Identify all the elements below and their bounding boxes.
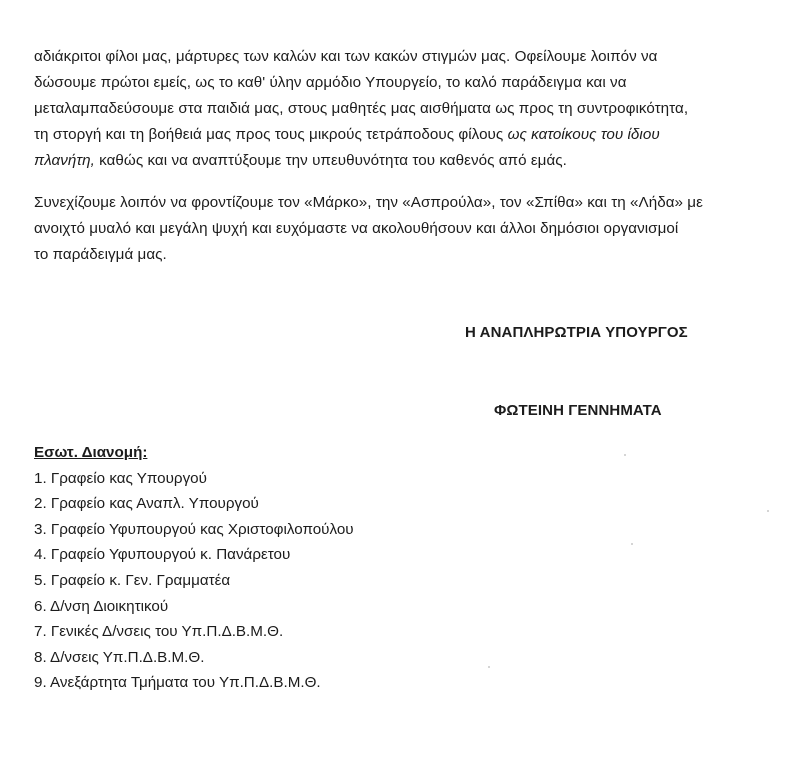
body-paragraph-2: [34, 190, 774, 268]
paragraph-text: καθώς και να αναπτύξουμε την υπευθυνότητα του καθενός από εμάς.: [94, 152, 567, 169]
paragraph-line: δώσουμε πρώτοι εμείς, ως το καθ' ύλην αρμόδιο Υπουργείο, το καλό παράδειγμα και να: [34, 74, 627, 91]
signatory-title: Η ΑΝΑΠΛΗΡΩΤΡΙΑ ΥΠΟΥΡΓΟΣ: [465, 324, 688, 341]
distribution-item: 4. Γραφείο Υφυπουργού κ. Πανάρετου: [34, 546, 291, 564]
distribution-item: 5. Γραφείο κ. Γεν. Γραμματέα: [34, 571, 231, 589]
distribution-item: 6. Δ/νση Διοικητικού: [34, 597, 169, 615]
distribution-items: [34, 466, 354, 696]
paragraph-line: ανοιχτό μυαλό και μεγάλη ψυχή και ευχόμαστε να ακολουθήσουν και άλλοι δημόσιοι οργανισμοί: [34, 220, 679, 237]
paragraph-line: [34, 148, 774, 174]
paragraph-italic-text: πλανήτη,: [34, 152, 95, 169]
paragraph-line: μεταλαμπαδεύσουμε στα παιδιά μας, στους μαθητές μας αισθήματα ως προς τη συντροφικότητα,: [34, 100, 689, 117]
paragraph-italic-text: ως κατοίκους του ίδιου: [507, 126, 660, 143]
paragraph-line: το παράδειγμά μας.: [34, 246, 167, 263]
distribution-item: 7. Γενικές Δ/νσεις του Υπ.Π.Δ.Β.Μ.Θ.: [34, 623, 284, 641]
distribution-item: 9. Ανεξάρτητα Τμήματα του Υπ.Π.Δ.Β.Μ.Θ.: [34, 674, 321, 692]
distribution-item: 2. Γραφείο κας Αναπλ. Υπουργού: [34, 495, 259, 513]
distribution-item: 1. Γραφείο κας Υπουργού: [34, 469, 207, 487]
distribution-heading: Εσωτ. Διανομή:: [34, 444, 148, 461]
paragraph-text: τη στοργή και τη βοήθειά μας προς τους μικρούς τετράποδους φίλους: [34, 126, 508, 143]
scan-speck: [767, 510, 769, 512]
scan-speck: [631, 543, 633, 545]
paragraph-line: [34, 122, 774, 148]
distribution-item: 3. Γραφείο Υφυπουργού κας Χριστοφιλοπούλου: [34, 520, 354, 538]
scan-speck: [624, 454, 626, 456]
distribution-list: [34, 440, 354, 696]
distribution-item: 8. Δ/νσεις Υπ.Π.Δ.Β.Μ.Θ.: [34, 648, 205, 666]
paragraph-line: Συνεχίζουμε λοιπόν να φροντίζουμε τον «Μάρκο», την «Ασπρούλα», τον «Σπίθα» και τη «Λήδα» με: [34, 194, 703, 211]
paragraph-line: αδιάκριτοι φίλοι μας, μάρτυρες των καλών και των κακών στιγμών μας. Οφείλουμε λοιπόν να: [34, 48, 658, 65]
scan-speck: [488, 666, 490, 668]
signatory-name: ΦΩΤΕΙΝΗ ΓΕΝΝΗΜΑΤΑ: [494, 402, 662, 419]
body-paragraph-1: [34, 44, 774, 174]
